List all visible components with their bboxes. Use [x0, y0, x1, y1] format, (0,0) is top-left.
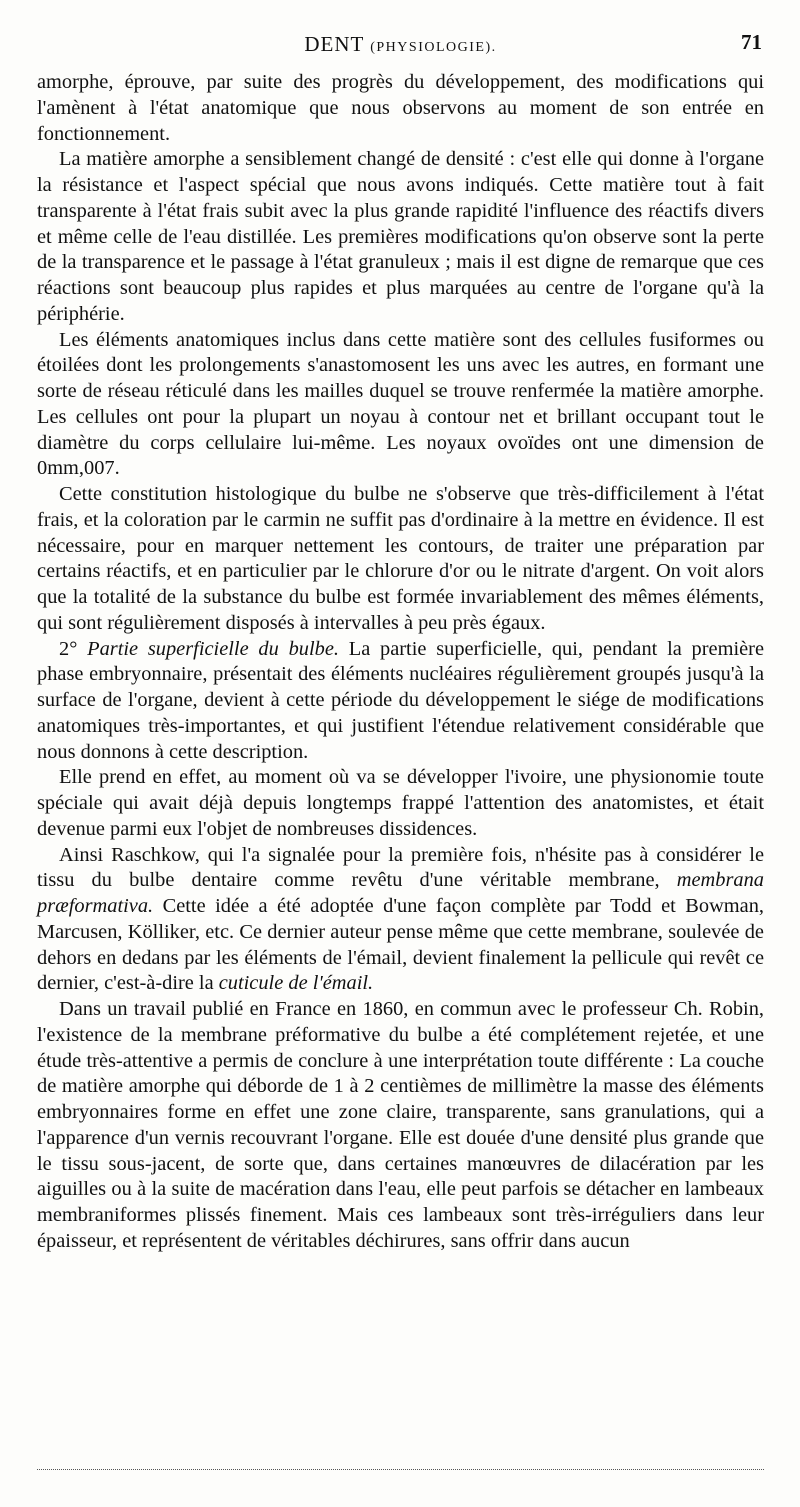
paragraph: La matière amorphe a sensiblement changé de densité : c'est elle qui donne à l'organe la résistance et l'aspect spécial que nous avons indiqués. Cette matière tout à fait transparente à l'état frais subit avec la plus grande rapidité l'influence des réactifs divers et même celle de l'eau distillée. Les premières modifications qu'on observe sont la perte de la transparence et le passage à l'état granuleux ; mais il est digne de remarque que ces réactions sont beaucoup plus rapides et plus marquées au centre de l'organe qu'à la périphérie.: [37, 148, 764, 325]
paragraph: amorphe, éprouve, par suite des progrès du développement, des modifications qui l'amènent à l'état anatomique que nous observons au moment de son entrée en fonctionnement.: [37, 71, 764, 145]
italic-term: cuticule de l'émail.: [218, 972, 374, 995]
running-title-sub: (PHYSIOLOGIE).: [370, 40, 497, 55]
paragraph-text: Ainsi Raschkow, qui l'a signalée pour la première fois, n'hésite pas à considérer le tissu du bulbe dentaire comme revêtu d'une véritable membrane,: [37, 843, 764, 892]
paragraph-text: La partie superficielle, qui, pendant la première phase embryonnaire, présentait des éléments nucléaires régulièrement groupés jusqu'à la surface de l'organe, devient à cette période du développement le siége de modifications anatomiques très-importantes, et qui justifient l'étendue relativement considérable que nous donnons à cette description.: [37, 637, 765, 763]
paragraph: Les éléments anatomiques inclus dans cette matière sont des cellules fusiformes ou étoilées dont les prolongements s'anastomosent les uns avec les autres, en formant une sorte de réseau réticulé dans les mailles duquel se trouve renfermée la matière amorphe. Les cellules ont pour la plupart un noyau à contour net et brillant occupant tout le diamètre du corps cellulaire lui-même. Les noyaux ovoïdes ont une dimension de 0mm,007.: [37, 328, 764, 480]
running-head: [37, 30, 764, 70]
paragraph: [37, 637, 764, 766]
footer-dotted-rule: [37, 1469, 764, 1470]
paragraph: [37, 843, 764, 998]
page-number: 71: [741, 30, 762, 54]
paragraph: Cette constitution histologique du bulbe ne s'observe que très-difficilement à l'état frais, et la coloration par le carmin ne suffit pas d'ordinaire à la mettre en évidence. Il est nécessaire, pour en marquer nettement les contours, de traiter une préparation par certains réactifs, et en particulier par le chlorure d'or ou le nitrate d'argent. On voit alors que la totalité de la substance du bulbe est formée invariablement des mêmes éléments, qui sont régulièrement disposés à intervalles à peu près égaux.: [37, 483, 764, 634]
body-text: [37, 70, 764, 1255]
latin-term: membrana præformativa.: [37, 869, 764, 917]
paragraph: Dans un travail publié en France en 1860, en commun avec le professeur Ch. Robin, l'existence de la membrane préformative du bulbe a été complétement rejetée, et une étude très-attentive a permis de conclure à une interprétation toute différente : La couche de matière amorphe qui déborde de 1 à 2 centièmes de millimètre la masse des éléments embryonnaires forme en effet une zone claire, transparente, sans granulations, qui a l'apparence d'un vernis recouvrant l'organe. Elle est douée d'une densité plus grande que le tissu sous-jacent, de sorte que, dans certaines manœuvres de dilacération par les aiguilles ou à la suite de macération dans l'eau, elle peut parfois se détacher en lambeaux membraniformes plissés finement. Mais ces lambeaux sont très-irréguliers dans leur épaisseur, et représentent de véritables déchirures, sans offrir dans aucun: [37, 998, 764, 1252]
running-title: [37, 32, 764, 57]
running-title-main: DENT: [304, 32, 364, 56]
paragraph-text: Cette idée a été adoptée d'une façon complète par Todd et Bowman, Marcusen, Kölliker, etc. Ce dernier auteur pense même que cette membrane, soulevée de dehors en dedans par les éléments de l'émail, devient finalement la pellicule qui revêt ce dernier, c'est-à-dire la: [37, 895, 764, 995]
section-number: 2°: [59, 637, 88, 660]
paragraph: Elle prend en effet, au moment où va se développer l'ivoire, une physionomie toute spéciale qui avait déjà depuis longtemps frappé l'attention des anatomistes, et était devenue parmi eux l'objet de nombreuses dissidences.: [37, 766, 764, 840]
section-heading: Partie superficielle du bulbe.: [87, 637, 339, 660]
